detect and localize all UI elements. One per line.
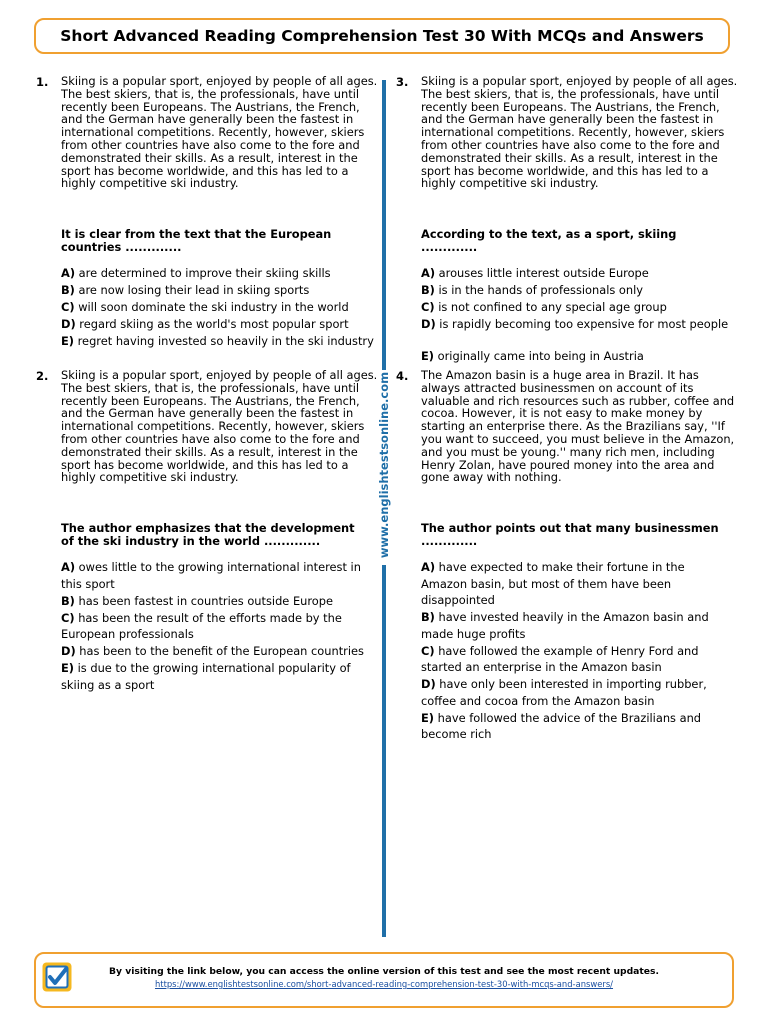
option-a[interactable]	[421, 559, 721, 609]
option-letter: C)	[421, 300, 435, 314]
option-b[interactable]	[421, 282, 739, 299]
question-number: 1.	[36, 75, 49, 89]
option-a[interactable]	[61, 559, 379, 592]
option-letter: A)	[61, 266, 76, 280]
options-list	[421, 265, 739, 365]
option-text: have only been interested in importing rubber, coffee and cocoa from the Amazon basin	[421, 677, 707, 708]
option-text: have expected to make their fortune in the Amazon basin, but most of them have been disappointed	[421, 560, 685, 607]
option-letter: B)	[421, 283, 435, 297]
option-text: is in the hands of professionals only	[438, 283, 644, 297]
option-letter: E)	[61, 334, 74, 348]
option-letter: C)	[61, 300, 75, 314]
option-letter: B)	[61, 283, 75, 297]
question-passage: Skiing is a popular sport, enjoyed by people of all ages. The best skiers, that is, the professionals, have until recently been Europeans. The Austrians, the French, and the German have generally been the fastest in international competitions. Recently, however, skiers from other countries have also come to the fore and demonstrated their skills. As a result, interest in the sport has become worldwide, and this has led to a highly competitive ski industry.	[61, 368, 378, 485]
question-passage: Skiing is a popular sport, enjoyed by people of all ages. The best skiers, that is, the professionals, have until recently been Europeans. The Austrians, the French, and the German have generally been the fastest in international competitions. Recently, however, skiers from other countries have also come to the fore and demonstrated their skills. As a result, interest in the sport has become worldwide, and this has led to a highly competitive ski industry.	[61, 74, 378, 191]
option-text: is due to the growing international popularity of skiing as a sport	[61, 661, 351, 692]
option-letter: A)	[421, 560, 436, 574]
options-list	[421, 559, 721, 743]
option-text: have followed the advice of the Brazilians and become rich	[421, 710, 702, 741]
option-b[interactable]	[61, 282, 379, 299]
question-stem: The author points out that many businessmen .............	[421, 521, 719, 548]
option-e[interactable]	[421, 348, 739, 365]
page-title-box	[34, 18, 730, 54]
options-list	[61, 559, 379, 694]
question-1	[36, 74, 379, 348]
option-letter: A)	[61, 560, 76, 574]
question-stem: It is clear from the text that the European countries .............	[61, 227, 332, 254]
option-text: has been the result of the efforts made by the European professionals	[61, 610, 342, 641]
question-stem: According to the text, as a sport, skiing .............	[421, 227, 677, 254]
option-letter: E)	[61, 661, 74, 675]
option-d[interactable]	[421, 316, 739, 333]
option-text: originally came into being in Austria	[437, 348, 644, 363]
option-d[interactable]	[61, 316, 379, 333]
option-letter: C)	[61, 610, 75, 625]
option-e[interactable]	[421, 710, 721, 743]
option-letter: E)	[421, 710, 434, 725]
option-a[interactable]	[421, 265, 739, 282]
question-passage: The Amazon basin is a huge area in Brazil. It has always attracted businessmen on account of its valuable and rich resources such as rubber, coffee and cocoa. However, it is not easy to make money by starting an enterprise there. As the Brazilians say, ''If you want to succeed, you must believe in the Amazon, and you must be young.'' many rich men, including Henry Zolan, have poured money into the area and gone away with nothing.	[421, 368, 735, 485]
option-text: has been to the benefit of the European countries	[79, 644, 364, 658]
question-number: 4.	[396, 369, 409, 383]
option-letter: D)	[61, 644, 76, 658]
option-text: have followed the example of Henry Ford and started an enterprise in the Amazon basin	[421, 643, 699, 674]
option-text: regard skiing as the world's most popular sport	[79, 317, 349, 331]
footer-link[interactable]: https://www.englishtestsonline.com/short-advanced-reading-comprehension-test-30-with-mcqs-and-answers/	[154, 979, 614, 989]
option-text: are now losing their lead in skiing sports	[78, 283, 310, 297]
option-e[interactable]	[61, 660, 379, 693]
column-divider-bottom	[382, 565, 386, 937]
option-letter: A)	[421, 266, 436, 280]
side-site-url: www.englishtestsonline.com	[377, 371, 391, 559]
option-d[interactable]	[61, 643, 379, 660]
option-letter: D)	[421, 677, 436, 691]
option-b[interactable]	[61, 593, 379, 610]
option-text: owes little to the growing international interest in this sport	[61, 560, 361, 591]
option-letter: D)	[421, 317, 436, 331]
option-c[interactable]	[421, 643, 721, 676]
option-text: is rapidly becoming too expensive for most people	[439, 317, 729, 331]
option-c[interactable]	[61, 610, 379, 643]
question-stem: The author emphasizes that the development of the ski industry in the world .............	[61, 521, 355, 548]
question-3	[396, 74, 739, 363]
options-list	[61, 265, 379, 350]
option-letter: D)	[61, 317, 76, 331]
page-title: Short Advanced Reading Comprehension Test 30 With MCQs and Answers	[60, 27, 704, 45]
option-text: arouses little interest outside Europe	[438, 266, 649, 280]
option-text: is not confined to any special age group	[438, 300, 667, 314]
question-2	[36, 368, 379, 692]
option-letter: E)	[421, 348, 434, 363]
footer-text: By visiting the link below, you can access the online version of this test and see the most recent updates.	[109, 966, 659, 977]
option-b[interactable]	[421, 609, 721, 642]
question-number: 2.	[36, 369, 49, 383]
option-a[interactable]	[61, 265, 379, 282]
option-text: have invested heavily in the Amazon basin and made huge profits	[421, 610, 709, 641]
question-passage: Skiing is a popular sport, enjoyed by people of all ages. The best skiers, that is, the professionals, have until recently been Europeans. The Austrians, the French, and the German have generally been the fastest in international competitions. Recently, however, skiers from other countries have also come to the fore and demonstrated their skills. As a result, interest in the sport has become worldwide, and this has led to a highly competitive ski industry.	[421, 74, 738, 191]
footer-box	[34, 952, 734, 1008]
option-text: regret having invested so heavily in the ski industry	[77, 334, 374, 348]
option-text: are determined to improve their skiing skills	[78, 266, 331, 280]
question-4	[396, 368, 739, 741]
option-c[interactable]	[61, 299, 379, 316]
option-letter: B)	[421, 610, 435, 624]
option-letter: B)	[61, 593, 75, 608]
option-text: has been fastest in countries outside Europe	[78, 593, 333, 608]
option-text: will soon dominate the ski industry in the world	[78, 300, 349, 314]
option-d[interactable]	[421, 676, 721, 709]
option-c[interactable]	[421, 299, 739, 316]
question-number: 3.	[396, 75, 409, 89]
option-e[interactable]	[61, 333, 379, 350]
option-letter: C)	[421, 643, 435, 658]
column-divider-top	[382, 80, 386, 370]
